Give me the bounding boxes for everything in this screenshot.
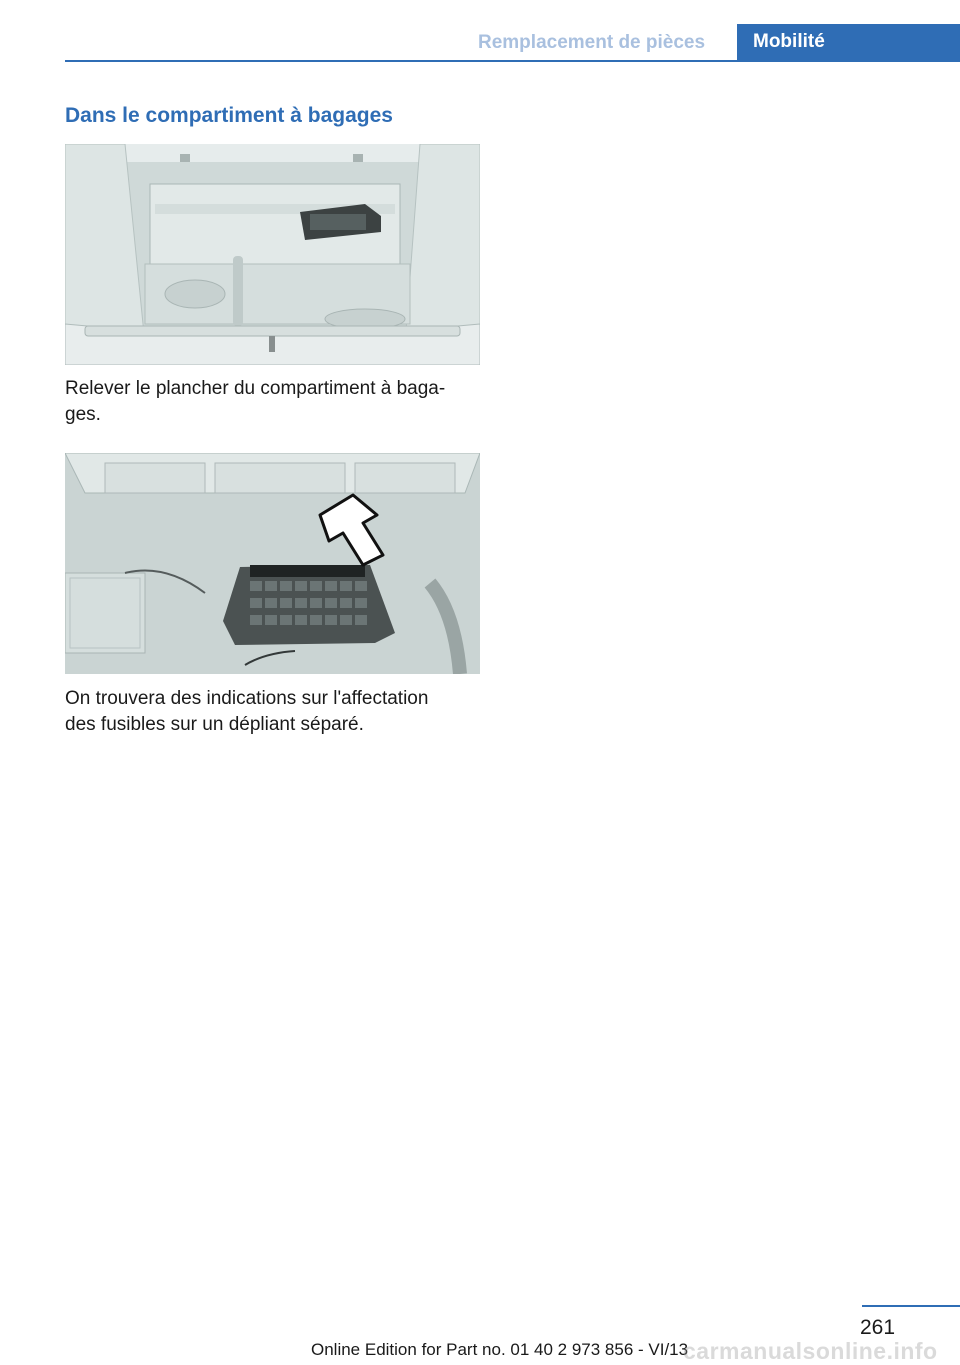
luggage-compartment-illustration <box>65 144 480 365</box>
instruction-lift-floor-line-2: ges. <box>65 404 101 425</box>
page-number-rule <box>862 1305 960 1307</box>
page-number: 261 <box>860 1316 896 1339</box>
header-section-title: Remplacement de pièces <box>478 32 706 53</box>
footer-edition-text: Online Edition for Part no. 01 40 2 973 856 - VI/13 <box>311 1340 689 1359</box>
header-chapter-tab: Mobilité <box>737 24 960 62</box>
instruction-lift-floor-line-1: Relever le plancher du compartiment à baga‐ <box>65 378 446 399</box>
watermark: carmanualsonline.info <box>683 1338 938 1364</box>
fuse-allocation-note-line-1: On trouvera des indications sur l'affectation <box>65 688 429 709</box>
fuse-allocation-note-line-2: des fusibles sur un dépliant séparé. <box>65 714 364 735</box>
section-title: Dans le compartiment à bagages <box>65 104 393 127</box>
fuse-allocation-note <box>65 686 480 738</box>
fuse-box-illustration <box>65 453 480 674</box>
instruction-lift-floor <box>65 376 480 428</box>
